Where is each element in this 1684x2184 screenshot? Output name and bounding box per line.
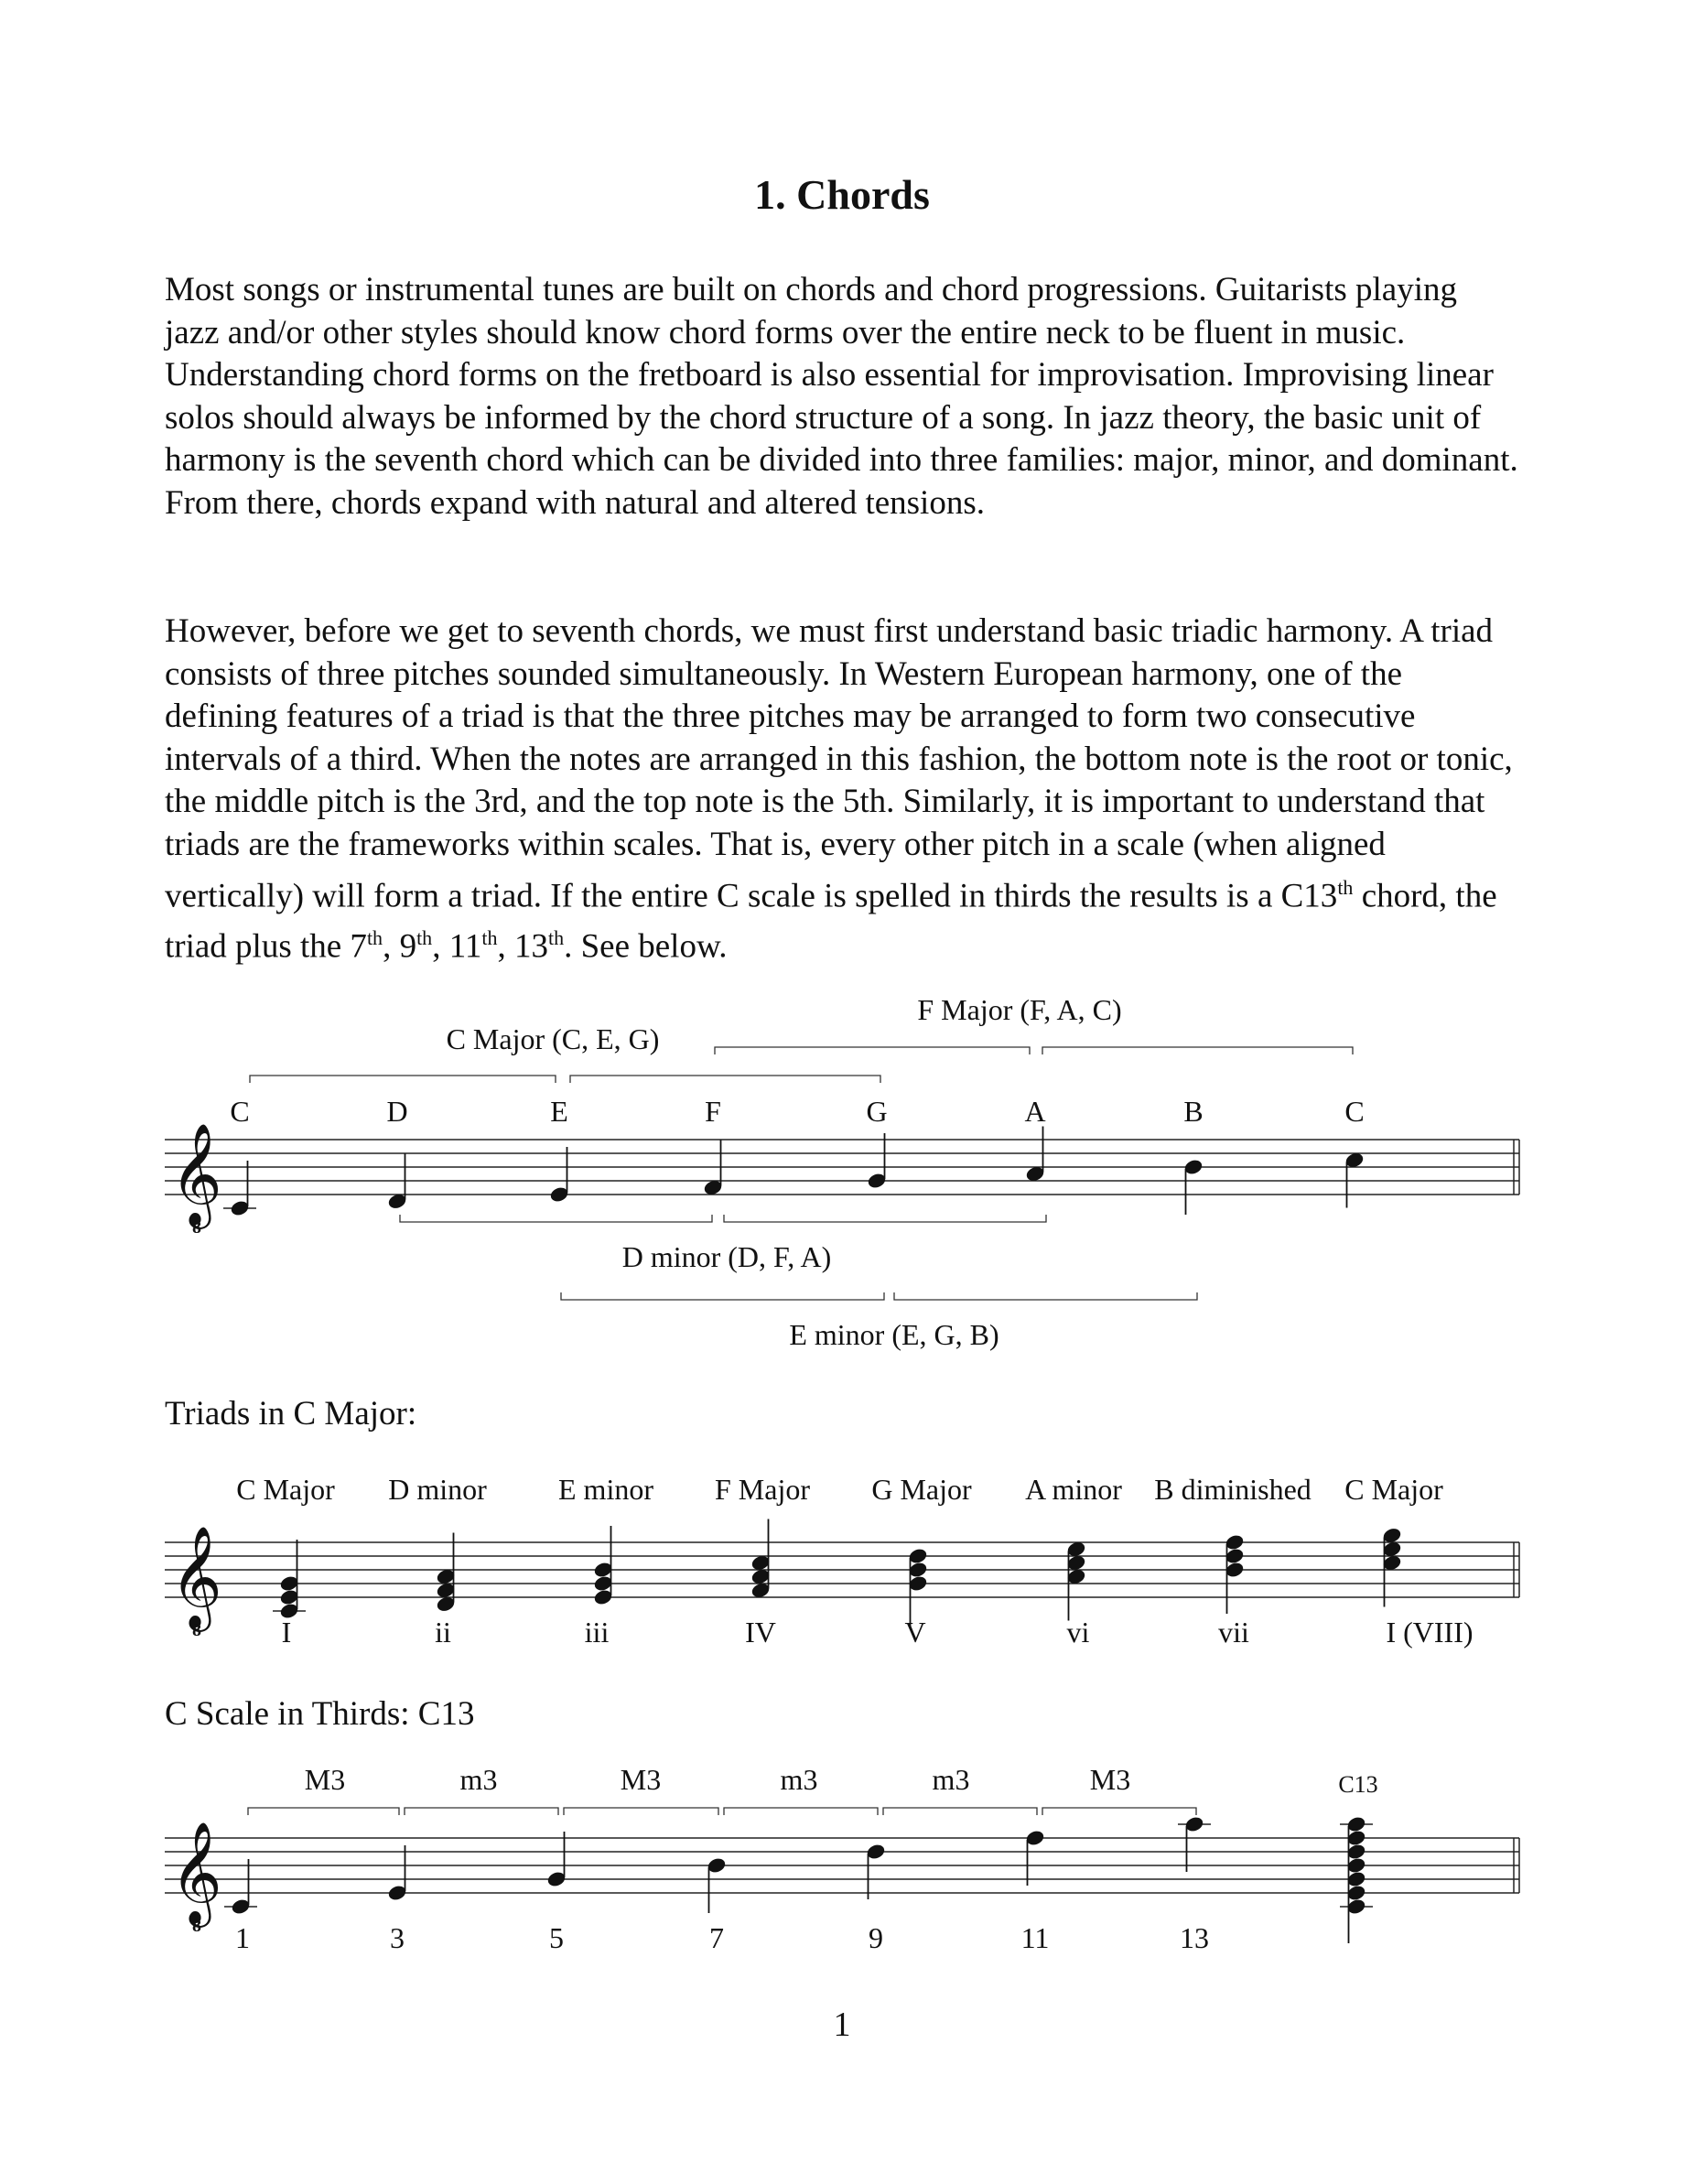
scale-heading: C Scale in Thirds: C13 — [165, 1695, 475, 1733]
chord-name-label: D minor — [388, 1473, 487, 1506]
triad-paragraph-text: , 11 — [432, 927, 482, 966]
scale-degree-label: 5 — [549, 1921, 564, 1954]
interval-bracket — [724, 1808, 878, 1815]
scale-degree-label: 3 — [390, 1921, 405, 1954]
triad-bracket-f-major — [715, 1047, 1030, 1054]
chord-name-label: G Major — [871, 1473, 972, 1506]
note-name-label: B — [1183, 1095, 1204, 1128]
roman-numeral-label: V — [904, 1616, 926, 1649]
note-name-label: D — [386, 1095, 408, 1128]
thirds-example-staff — [0, 1767, 1684, 1959]
interval-bracket — [1042, 1808, 1196, 1815]
triad-bracket-d-minor — [400, 1215, 712, 1222]
treble-clef-icon: 𝄞 — [170, 1823, 222, 1921]
triads-example-staff — [0, 1465, 1684, 1666]
triad-bracket-c-major — [570, 1076, 880, 1083]
note-name-label: A — [1024, 1095, 1046, 1128]
roman-numeral-label: iii — [584, 1616, 610, 1649]
interval-label: m3 — [459, 1767, 498, 1796]
scale-degree-label: 13 — [1180, 1921, 1209, 1954]
triad-paragraph-text: , 9 — [383, 927, 417, 966]
interval-label: M3 — [304, 1767, 346, 1796]
triad-paragraph-text: . See below. — [564, 927, 728, 966]
interval-label: m3 — [932, 1767, 970, 1796]
note-name-label: E — [550, 1095, 568, 1128]
page-number: 1 — [833, 2006, 851, 2044]
triad-paragraph-text: , 13 — [497, 927, 548, 966]
roman-numeral-label: ii — [435, 1616, 451, 1649]
note-name-label: G — [866, 1095, 888, 1128]
superscript-th: th — [1337, 875, 1354, 899]
interval-label: m3 — [780, 1767, 818, 1796]
interval-bracket — [883, 1808, 1037, 1815]
note-name-label: C — [230, 1095, 250, 1128]
note-name-label: F — [705, 1095, 721, 1128]
chord-name-label: E minor — [558, 1473, 653, 1506]
chord-name-label: C Major — [1344, 1473, 1443, 1506]
scale-example-staff — [0, 989, 1684, 1355]
scale-degree-label: 9 — [869, 1921, 883, 1954]
triad-bracket-e-minor — [894, 1292, 1197, 1300]
roman-numeral-label: vii — [1218, 1616, 1249, 1649]
roman-numeral-label: IV — [745, 1616, 776, 1649]
triad-paragraph-text: chord, the triad plus the 7 — [165, 876, 1497, 966]
treble-clef-icon: 𝄞 — [170, 1528, 222, 1626]
interval-bracket — [564, 1808, 718, 1815]
chord-name-label: F Major — [715, 1473, 810, 1506]
chord-name-label: A minor — [1025, 1473, 1122, 1506]
chord-name-label: C Major — [236, 1473, 335, 1506]
roman-numeral-label: I (VIII) — [1386, 1616, 1474, 1649]
clef-octave-icon: 8 — [192, 1217, 201, 1238]
triad-bracket-c-major — [250, 1076, 556, 1083]
triad-bracket-f-major — [1042, 1047, 1353, 1054]
clef-octave-icon: 8 — [192, 1620, 201, 1640]
interval-bracket — [405, 1808, 558, 1815]
treble-clef-icon: 𝄞 — [170, 1125, 222, 1223]
roman-numeral-label: vi — [1066, 1616, 1090, 1649]
note-name-label: C — [1344, 1095, 1365, 1128]
bracket-label-d-minor: D minor (D, F, A) — [621, 1240, 832, 1273]
superscript-th: th — [416, 926, 433, 950]
triad-paragraph — [165, 611, 1519, 968]
scale-degree-label: 7 — [709, 1921, 724, 1954]
triads-heading: Triads in C Major: — [165, 1395, 417, 1433]
bracket-label-f-major: F Major (F, A, C) — [917, 993, 1122, 1026]
triad-bracket-d-minor — [724, 1215, 1046, 1222]
bracket-label-c-major: C Major (C, E, G) — [446, 1022, 660, 1055]
superscript-th: th — [481, 926, 498, 950]
chord-name-label: B diminished — [1154, 1473, 1312, 1506]
triad-paragraph-text: However, before we get to seventh chords, we must first understand basic triadic harmony. A triad consists of three pitches sounded simultaneously. In Western European harmony, one of the defining features of a triad is that the three pitches may be arranged to form two consecutive intervals of a third. When the notes are arranged in this fashion, the bottom note is the root or tonic, the middle pitch is the 3rd, and the top note is the 5th. Similarly, it is important to understand that triads are the frameworks within scales. That is, every other pitch in a scale (when aligned vertically) will form a triad. If the entire C scale is spelled in thirds the results is a C13 — [165, 612, 1513, 914]
interval-label: M3 — [1089, 1767, 1131, 1796]
scale-degree-label: 1 — [235, 1921, 250, 1954]
chord-symbol-label: C13 — [1338, 1771, 1378, 1798]
bracket-label-e-minor: E minor (E, G, B) — [789, 1318, 999, 1351]
scale-degree-label: 11 — [1020, 1921, 1050, 1954]
intro-paragraph: Most songs or instrumental tunes are built on chords and chord progressions. Guitarists playing jazz and/or other styles should know chord forms over the entire neck to be fluent in music. Understanding chord forms on the fretboard is also essential for improvisation. Improvising linear solos should always be informed by the chord structure of a song. In jazz theory, the basic unit of harmony is the seventh chord which can be divided into three families: major, minor, and dominant. From there, chords expand with natural and altered tensions. — [165, 271, 1518, 522]
clef-octave-icon: 8 — [192, 1916, 201, 1936]
superscript-th: th — [547, 926, 565, 950]
interval-bracket — [248, 1808, 399, 1815]
interval-label: M3 — [620, 1767, 662, 1796]
superscript-th: th — [366, 926, 383, 950]
page-title: 1. Chords — [754, 171, 930, 218]
triad-bracket-e-minor — [561, 1292, 884, 1300]
roman-numeral-label: I — [281, 1616, 292, 1649]
